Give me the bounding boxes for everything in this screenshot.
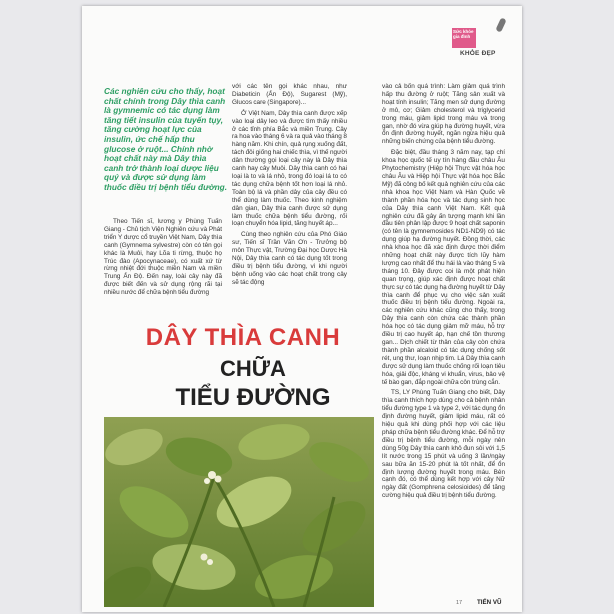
- paragraph: với các tên gọi khác nhau, như Diabeticin (Ấn Độ), Sugarest (Mỹ), Glucos care (Singapore)...: [232, 83, 347, 106]
- text-column-1: [104, 218, 222, 300]
- magazine-page: [82, 6, 522, 612]
- plant-illustration: [104, 417, 374, 607]
- article-title-line-2: CHỮA: [220, 356, 286, 381]
- article-title-line-1: DÂY THÌA CANH: [145, 324, 341, 351]
- paragraph: vào cả bốn quá trình: Làm giảm quá trình hấp thu đường ở ruột; Tăng sản xuất và hoạt tính insulin; Tăng men sử dụng đường ở mô, cơ; Giảm cholesterol và triglycerid trong máu, giảm lipid trong máu và trong gan, nhờ đó vừa giúp hạ đường huyết, vừa ổn định đường huyết, ngăn ngừa hiệu quả những biến chứng của bệnh tiểu đường.: [382, 83, 505, 146]
- text-column-3: [382, 83, 505, 601]
- plant-photo: [104, 417, 374, 607]
- lead-paragraph: Các nghiên cứu cho thấy, hoạt chất chính trong Dây thìa canh là gymnemic có tác dụng làm tăng tiết insulin của tuyến tụy, tăng cường hoạt lực của insulin, ức chế hấp thu glucose ở ruột... Chính nhờ hoạt chất này mà Dây thìa canh trở thành loại dược liệu quý và được sử dụng làm thuốc điều trị bệnh tiểu đường.: [104, 86, 228, 192]
- paragraph: Cùng theo nghiên cứu của Phó Giáo sư, Tiến sĩ Trần Văn Ơn - Trưởng bộ môn Thực vật, Trường Đại học Dược Hà Nội, Dây thìa canh có tác dụng tốt trong điều trị bệnh tiểu đường, vì khi người bệnh uống vào các hoạt chất trong cây sẽ tác động: [232, 231, 347, 286]
- pin-icon: [495, 17, 506, 32]
- section-badge: [438, 16, 514, 68]
- article-title-line-3: TIỂU ĐƯỜNG: [175, 384, 331, 411]
- text-column-2: [232, 83, 347, 290]
- paragraph: TS, LY Phùng Tuấn Giang cho biết, Dây thìa canh thích hợp dùng cho cả bệnh nhân tiểu đường type 1 và type 2, với tác dụng ổn định đường huyết, giảm lipid máu, rất có hiệu quả khi dùng phối hợp với các liệu pháp chữa bệnh tiểu đường khác. Để hỗ trợ điều trị bệnh tiểu đường, mỗi ngày nên dùng 50g Dây thìa canh khô đun sôi với 1,5 lít nước trong 15 phút và uống 3 lần/ngày sau bữa ăn 15-20 phút là tốt nhất, để ổn định lượng đường huyết trong máu. Bên cạnh đó, có thể dùng kết hợp với cây Nữ ngày đất (Gomphrena celosioides) để tăng cường hiệu quả điều trị bệnh tiểu đường.: [382, 389, 505, 500]
- paragraph: Theo Tiến sĩ, lương y Phùng Tuấn Giang - Chủ tịch Viện Nghiên cứu và Phát triển Y dược cổ truyền Việt Nam, Dây thìa canh (Gymnema sylvestre) còn có tên gọi khác là Muôi, hay Lõa ti rừng, thuộc họ Trúc đào (Apocynaceae), có xuất xứ từ rừng nhiệt đới thuộc miền Nam và miền Trung Ấn Độ. Đến nay, loài cây này đã được biết đến và sử dụng rộng rãi tại nhiều nước để chữa bệnh tiểu đường: [104, 218, 222, 297]
- page-number: 17: [456, 600, 463, 606]
- magazine-logo: Sức khỏe gia đình: [452, 28, 476, 48]
- author-name: TIẾN VŨ: [477, 599, 502, 606]
- section-label: KHỎE ĐẸP: [460, 50, 496, 57]
- paragraph: Đặc biệt, đầu tháng 3 năm nay, tạp chí khoa học quốc tế uy tín hàng đầu châu Âu Phytochemistry (Hiệp hội Thực vật hóa học châu Âu và Hiệp hội Thực vật hóa học Bắc Mỹ) đã công bố kết quả nghiên cứu của các nhà khoa học Việt Nam và Hàn Quốc về thành phần hóa học và tác dụng sinh học của Dây thìa canh Việt Nam. Kết quả nghiên cứu đã gây ấn tượng mạnh khi lần đầu tiên phân lập được 9 hoạt chất saponin (có tên là gymnemosides ND1-ND9) có tác dụng giúp hạ đường huyết. Đồng thời, các nhà khoa học đã xác định được thời điểm những hoạt chất này được tích lũy hàm lượng cao nhất để thu hái là vào tháng 5 và tháng 10. Đây được coi là một phát hiện quan trọng, giúp xác định được hoạt chất thực sự có tác dụng hạ đường huyết từ Dây thìa canh để phục vụ cho việc sản xuất thuốc điều trị bệnh tiểu đường. Ngoài ra, các nghiên cứu khác cũng cho thấy, trong Dây thìa canh còn chứa các thành phần hóa học có tác dụng giảm mỡ máu, hỗ trợ điều trị cao huyết áp, hạn chế tồn thương gan... Dịch chiết từ thân của cây còn chứa thành phần alcaloid có tác dụng chống sốt rét, ung thư, loạn nhịp tim. Lá Dây thìa canh được sử dụng làm thuốc chống rối loạn tiêu hóa, giải độc, kháng vi khuẩn, virus, bảo vệ tế bào gan, đắp ngoài chữa côn trùng cắn.: [382, 149, 505, 386]
- paragraph: Ở Việt Nam, Dây thìa canh được xếp vào loại dây leo và được tìm thấy nhiều ở các tỉnh phía Bắc và miền Trung. Cây ra hoa vào tháng 6 và ra quả vào tháng 8 hàng năm. Khi chín, quả rụng xuống đất, tách đôi giống hai chiếc thìa, vì thế người dân thường gọi loại cây này là Dây thìa canh hay cây Muôi. Dây thìa canh có hai loại là to và lá nhỏ, trong đó loại lá to có tác dụng chữa bệnh tốt hơn loại lá nhỏ. Toàn bộ lá và phần dây của cây đều có thể dùng làm thuốc. Theo kinh nghiệm dân gian, Dây thìa canh được sử dụng làm thuốc chữa bệnh tiểu đường, rối loạn chuyển hóa lipid, tăng huyết áp...: [232, 109, 347, 228]
